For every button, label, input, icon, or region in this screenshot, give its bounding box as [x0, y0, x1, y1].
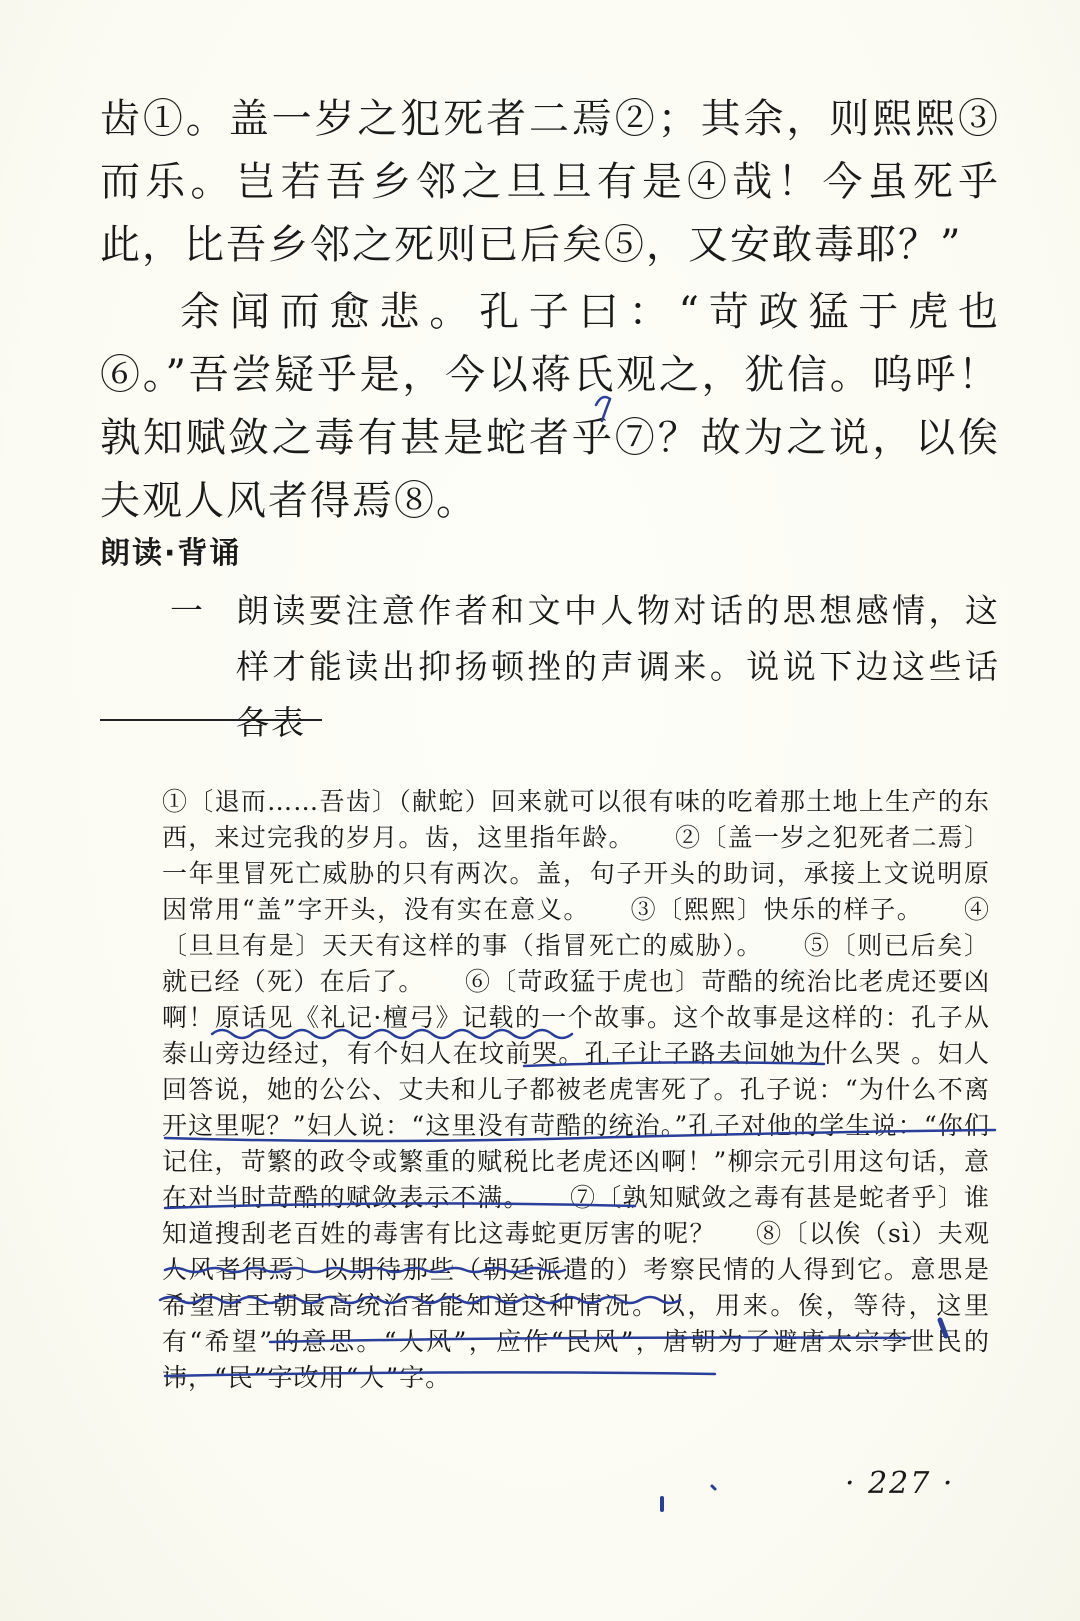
main-paragraph-2: 余闻而愈悲。孔子曰：“苛政猛于虎也⑥。”吾尝疑乎是，今以蒋氏观之，犹信。呜呼！孰知赋敛之毒有甚是蛇者乎⑦？故为之说，以俟夫观人风者得焉⑧。 — [100, 289, 1000, 524]
exercise-number: 一 — [170, 591, 205, 630]
footnote-4: ④〔旦旦有是〕天天有这样的事（指冒死亡的威胁）。 — [162, 895, 990, 960]
footnote-3: ③〔熙熙〕快乐的样子。 — [629, 895, 924, 924]
footnote-6: ⑥〔苛政猛于虎也〕苛酷的统治比老虎还要凶啊！原话见《礼记·檀弓》记载的一个故事。这个故事是这样的：孔子从泰山旁边经过，有个妇人在坟前哭。孔子让子路去问她为什么哭 。妇人回答说，她的公公、丈夫和儿子都被老虎害死了。孔子说：“为什么不离开这里呢？”妇人说：“这里没有苛酷的统治。”孔子对他的学生说：“你们记住，苛繁的政令或繁重的赋税比老虎还凶啊！”柳宗元引用这句话，意在对当时苛酷的赋敛表示不满。 — [162, 967, 990, 1212]
section-heading: 朗读·背诵 — [100, 536, 242, 571]
main-text — [100, 88, 1000, 533]
footnotes — [162, 784, 990, 1396]
footnote-7: ⑦〔孰知赋敛之毒有甚是蛇者乎〕谁知道搜刮老百姓的毒害有比这毒蛇更厉害的呢？ — [162, 1183, 990, 1248]
main-paragraph-1: 齿①。盖一岁之犯死者二焉②；其余，则熙熙③而乐。岂若吾乡邻之旦旦有是④哉！今虽死乎此，比吾乡邻之死则已后矣⑤，又安敢毒耶？” — [100, 96, 1000, 268]
footnote-divider — [100, 719, 322, 721]
footnote-1: ①〔退而……吾齿〕（献蛇）回来就可以很有味的吃着那土地上生产的东西，来过完我的岁月。齿，这里指年龄。 — [162, 787, 990, 852]
footnote-8: ⑧〔以俟（sì）夫观人风者得焉〕以期待那些（朝廷派遣的）考察民情的人得到它。意思是希望唐王朝最高统治者能知道这种情况。以，用来。俟，等待，这里有“希望”的意思。“人风”，应作“民风”，唐朝为了避唐太宗李世民的讳，“民”字改用“人”字。 — [162, 1219, 990, 1392]
footnote-5: ⑤〔则已后矣〕就已经（死）在后了。 — [162, 931, 990, 996]
footnote-2: ②〔盖一岁之犯死者二焉〕一年里冒死亡威胁的只有两次。盖，句子开头的助词，承接上文说明原因常用“盖”字开头，没有实在意义。 — [162, 823, 990, 924]
page-number: · 227 · — [845, 1466, 955, 1501]
exercise-item — [170, 583, 1000, 751]
bottom-mark-2 — [712, 1486, 715, 1489]
exercise-text: 朗读要注意作者和文中人物对话的思想感情，这样才能读出抑扬顿挫的声调来。说说下边这些话各表 — [236, 591, 1000, 742]
